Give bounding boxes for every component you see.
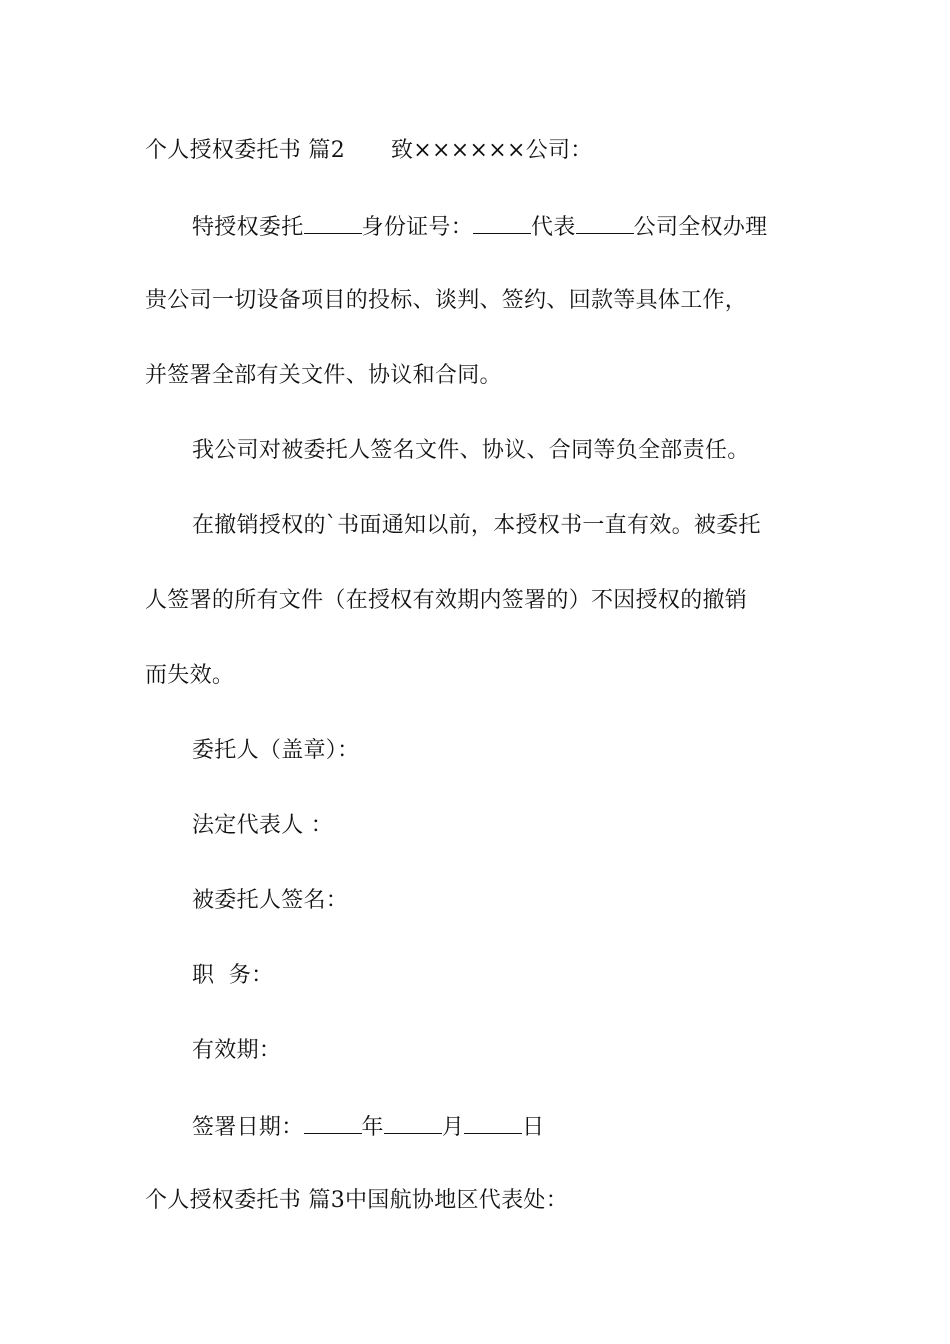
heading-line-2: [145, 136, 593, 166]
agent-name-blank: [304, 211, 362, 234]
validity-label: 有效期：: [192, 1038, 282, 1063]
authorization-line: [192, 211, 767, 243]
paragraph-line: 并签署全部有关文件、协议和合同。: [145, 363, 502, 388]
day-label: 日: [522, 1115, 545, 1140]
id-number-blank: [473, 211, 531, 234]
paragraph-line: 而失效。: [145, 663, 235, 688]
id-number-label: 身份证号：: [361, 215, 474, 240]
responsibility-paragraph: 我公司对被委托人签名文件、协议、合同等负全部责任。: [192, 438, 750, 463]
section-heading-3: 个人授权委托书 篇3中国航协地区代表处：: [145, 1188, 568, 1213]
legal-representative-label: 法定代表人 ：: [192, 813, 334, 838]
month-blank: [384, 1111, 442, 1134]
full-authority-text: 公司全权办理: [633, 215, 768, 240]
company-blank: [576, 211, 634, 234]
day-blank: [464, 1111, 522, 1134]
year-blank: [304, 1111, 362, 1134]
authorize-text: 特授权委托: [192, 215, 304, 240]
paragraph-line: 人签署的所有文件（在授权有效期内签署的）不因授权的撤销: [145, 588, 748, 613]
sign-date-label: 签署日期：: [192, 1115, 304, 1140]
represent-text: 代表: [531, 215, 576, 240]
agent-signature-label: 被委托人签名：: [192, 888, 349, 913]
section-heading-2: 个人授权委托书 篇2: [145, 138, 345, 163]
paragraph-line: 贵公司一切设备项目的投标、谈判、签约、回款等具体工作，: [145, 288, 748, 313]
month-label: 月: [441, 1115, 465, 1140]
sign-date-line: [192, 1111, 544, 1143]
paragraph-line: 在撤销授权的`书面通知以前，本授权书一直有效。被委托: [192, 513, 761, 538]
year-label: 年: [361, 1115, 384, 1140]
addressee: 致××××××公司：: [391, 138, 593, 163]
principal-seal-label: 委托人（盖章）：: [192, 738, 360, 763]
position-label: 职 务：: [192, 963, 274, 988]
